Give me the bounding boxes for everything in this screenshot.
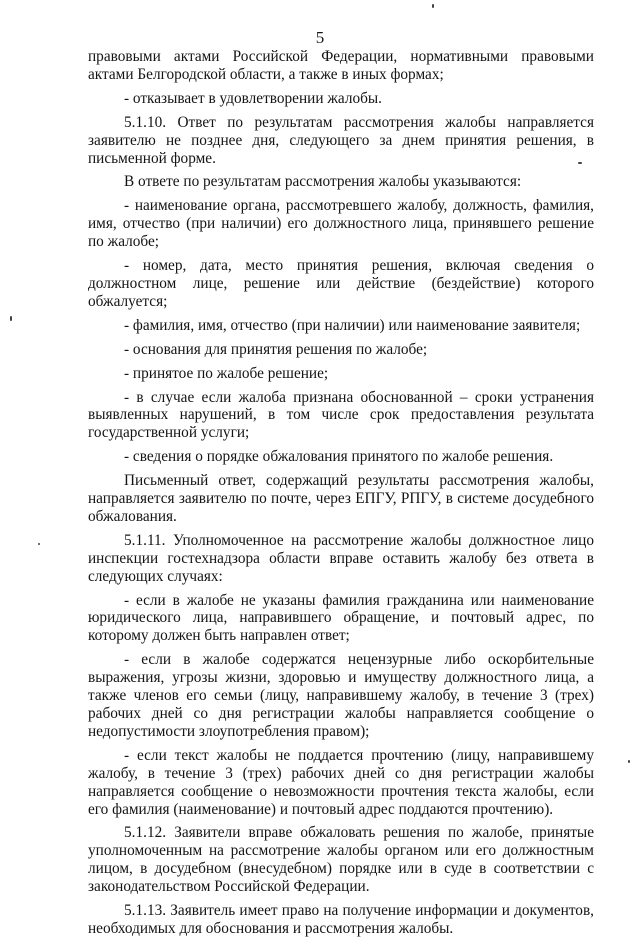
- paragraph: Письменный ответ, содержащий результаты рассмотрения жалобы, направляется заявителю по почте, через ЕПГУ, РПГУ, в системе досудебного обжалования.: [88, 472, 594, 525]
- paragraph-5-1-10: 5.1.10. Ответ по результатам рассмотрения жалобы направляется заявителю не позднее дня, следующего за днем принятия решения, в письменной форме.: [88, 113, 594, 167]
- list-item: - если в жалобе содержатся нецензурные либо оскорбительные выражения, угрозы жизни, здоровью и имуществу должностного лица, а также членов его семьи (лицу, направившему жалобу, в течение 3 (трех) рабочих дней со дня регистрации жалобы направляется сообщение о недопустимости злоупотребления правом);: [88, 651, 594, 740]
- list-item: - наименование органа, рассмотревшего жалобу, должность, фамилия, имя, отчество (при наличии) его должностного лица, принявшего решение по жалобе;: [88, 197, 594, 251]
- paragraph-5-1-11: 5.1.11. Уполномоченное на рассмотрение жалобы должностное лицо инспекции гостехнадзора области вправе оставить жалобу без ответа в следующих случаях:: [88, 531, 594, 585]
- paragraph-5-1-13: 5.1.13. Заявитель имеет право на получение информации и документов, необходимых для обоснования и рассмотрения жалобы.: [88, 902, 594, 937]
- scan-speck: [578, 162, 582, 164]
- paragraph: - отказывает в удовлетворении жалобы.: [124, 89, 383, 107]
- list-item: - номер, дата, место принятия решения, включая сведения о должностном лице, решение или действие (бездействие) которого обжалуется;: [88, 257, 594, 310]
- paragraph-5-1-12: 5.1.12. Заявители вправе обжаловать решения по жалобе, принятые уполномоченным на рассмотрение жалобы органом или его должностным лицом, в досудебном (внесудебном) порядке или в суде в соответствии с законодательством Российской Федерации.: [88, 824, 594, 896]
- list-item: - сведения о порядке обжалования принятого по жалобе решения.: [124, 448, 554, 466]
- list-item: - основания для принятия решения по жалобе;: [124, 340, 428, 358]
- list-item: - если в жалобе не указаны фамилия гражданина или наименование юридического лица, направившего обращение, и почтовый адрес, по которому должен быть направлен ответ;: [88, 591, 594, 645]
- scan-speck: [38, 543, 40, 545]
- scan-speck: [628, 760, 630, 763]
- paragraph-continuation: правовыми актами Российской Федерации, нормативными правовыми актами Белгородской области, а также в иных формах;: [88, 48, 594, 83]
- scan-speck: [10, 316, 12, 321]
- document-body: [88, 48, 594, 944]
- list-item: - если текст жалобы не поддается прочтению (лицу, направившему жалобу, в течение 3 (трех) рабочих дней со дня регистрации жалобы направляется сообщение о невозможности прочтения текста жалобы, если его фамилия (наименование) и почтовый адрес поддаются прочтению).: [88, 746, 594, 818]
- list-item: - фамилия, имя, отчество (при наличии) или наименование заявителя;: [124, 316, 581, 334]
- paragraph: В ответе по результатам рассмотрения жалобы указываются:: [124, 173, 522, 191]
- list-item: - принятое по жалобе решение;: [124, 364, 329, 382]
- scan-speck: [432, 4, 434, 8]
- page-number: 5: [315, 28, 325, 47]
- list-item: - в случае если жалоба признана обоснованной – сроки устранения выявленных нарушений, в том числе срок предоставления результата государственной услуги;: [88, 388, 594, 442]
